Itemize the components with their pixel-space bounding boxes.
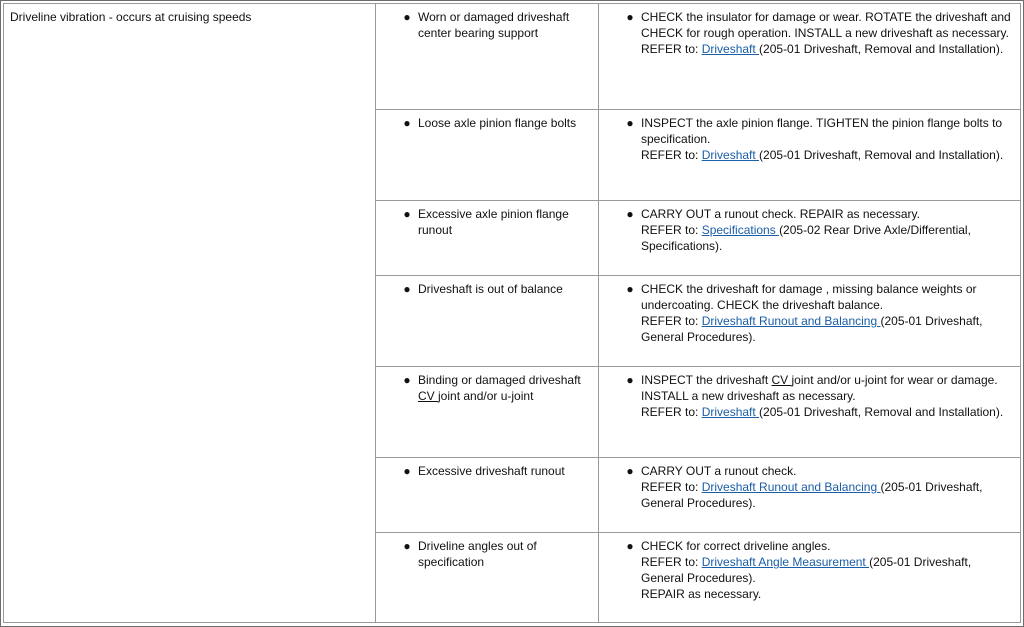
refer-link[interactable]: Specifications <box>701 223 780 237</box>
cause-text-end: joint and/or u-joint <box>438 389 534 403</box>
cv-abbreviation: CV <box>418 389 439 403</box>
refer-suffix: (205-01 Driveshaft, General Procedures). <box>641 314 983 344</box>
bullet-icon: ● <box>626 464 634 478</box>
refer-suffix: (205-01 Driveshaft, General Procedures). <box>641 555 972 585</box>
cause-cell <box>376 533 599 623</box>
cause-cell <box>376 367 599 458</box>
cause-cell <box>376 276 599 367</box>
action-text: INSPECT the axle pinion flange. TIGHTEN the pinion flange bolts to specification. <box>641 116 1003 146</box>
cause-cell <box>376 201 599 276</box>
cv-abbreviation: CV <box>771 373 792 387</box>
action-text: CHECK for correct driveline angles. <box>641 539 831 553</box>
bullet-icon: ● <box>403 10 411 24</box>
bullet-icon: ● <box>626 373 634 387</box>
bullet-icon: ● <box>626 10 634 24</box>
action-cell <box>599 201 1021 276</box>
symptom-chart-table <box>3 3 1021 623</box>
condition-text: Driveline vibration - occurs at cruising speeds <box>10 10 252 24</box>
cause-cell <box>376 110 599 201</box>
refer-suffix: (205-01 Driveshaft, General Procedures). <box>641 480 983 510</box>
refer-link[interactable]: Driveshaft Runout and Balancing <box>701 480 881 494</box>
refer-suffix: (205-01 Driveshaft, Removal and Installation). <box>759 405 1004 419</box>
bullet-icon: ● <box>403 464 411 478</box>
action-text: CHECK the insulator for damage or wear. ROTATE the driveshaft and CHECK for rough operation. INSTALL a new driveshaft as necessary. <box>641 10 1011 40</box>
action-text: CARRY OUT a runout check. REPAIR as necessary. <box>641 207 920 221</box>
action-cell <box>599 533 1021 623</box>
action-extra-text: REPAIR as necessary. <box>641 587 762 601</box>
cause-text: Loose axle pinion flange bolts <box>418 116 577 130</box>
refer-prefix: REFER to: <box>641 555 702 569</box>
refer-prefix: REFER to: <box>641 405 702 419</box>
bullet-icon: ● <box>403 373 411 387</box>
refer-suffix: (205-01 Driveshaft, Removal and Installation). <box>759 42 1004 56</box>
action-text: CARRY OUT a runout check. <box>641 464 797 478</box>
bullet-icon: ● <box>403 116 411 130</box>
action-cell <box>599 4 1021 110</box>
action-cell <box>599 110 1021 201</box>
table-row <box>4 4 1021 110</box>
cause-cell <box>376 4 599 110</box>
action-cell <box>599 276 1021 367</box>
cause-cell <box>376 458 599 533</box>
refer-suffix: (205-01 Driveshaft, Removal and Installation). <box>759 148 1004 162</box>
action-text-end: joint and/or u-joint for wear or damage. INSTALL a new driveshaft as necessary. <box>641 373 998 403</box>
cause-text: Driveshaft is out of balance <box>418 282 563 296</box>
action-text: INSPECT the driveshaft <box>641 373 772 387</box>
refer-link[interactable]: Driveshaft Angle Measurement <box>701 555 870 569</box>
refer-prefix: REFER to: <box>641 148 702 162</box>
action-cell <box>599 367 1021 458</box>
cause-text: Binding or damaged driveshaft <box>418 373 581 387</box>
cause-text: Worn or damaged driveshaft center bearing support <box>418 10 570 40</box>
bullet-icon: ● <box>403 207 411 221</box>
refer-link[interactable]: Driveshaft Runout and Balancing <box>701 314 881 328</box>
refer-link[interactable]: Driveshaft <box>701 42 760 56</box>
bullet-icon: ● <box>626 539 634 553</box>
refer-link[interactable]: Driveshaft <box>701 148 760 162</box>
action-text: CHECK the driveshaft for damage , missing balance weights or undercoating. CHECK the driveshaft balance. <box>641 282 977 312</box>
bullet-icon: ● <box>626 207 634 221</box>
refer-link[interactable]: Driveshaft <box>701 405 760 419</box>
bullet-icon: ● <box>403 539 411 553</box>
bullet-icon: ● <box>403 282 411 296</box>
condition-cell <box>4 4 376 623</box>
refer-prefix: REFER to: <box>641 480 702 494</box>
cause-text: Driveline angles out of specification <box>418 539 537 569</box>
refer-prefix: REFER to: <box>641 42 702 56</box>
cause-text: Excessive axle pinion flange runout <box>418 207 569 237</box>
refer-prefix: REFER to: <box>641 314 702 328</box>
action-cell <box>599 458 1021 533</box>
bullet-icon: ● <box>626 282 634 296</box>
refer-suffix: (205-02 Rear Drive Axle/Differential, Specifications). <box>641 223 971 253</box>
cause-text: Excessive driveshaft runout <box>418 464 565 478</box>
bullet-icon: ● <box>626 116 634 130</box>
refer-prefix: REFER to: <box>641 223 702 237</box>
